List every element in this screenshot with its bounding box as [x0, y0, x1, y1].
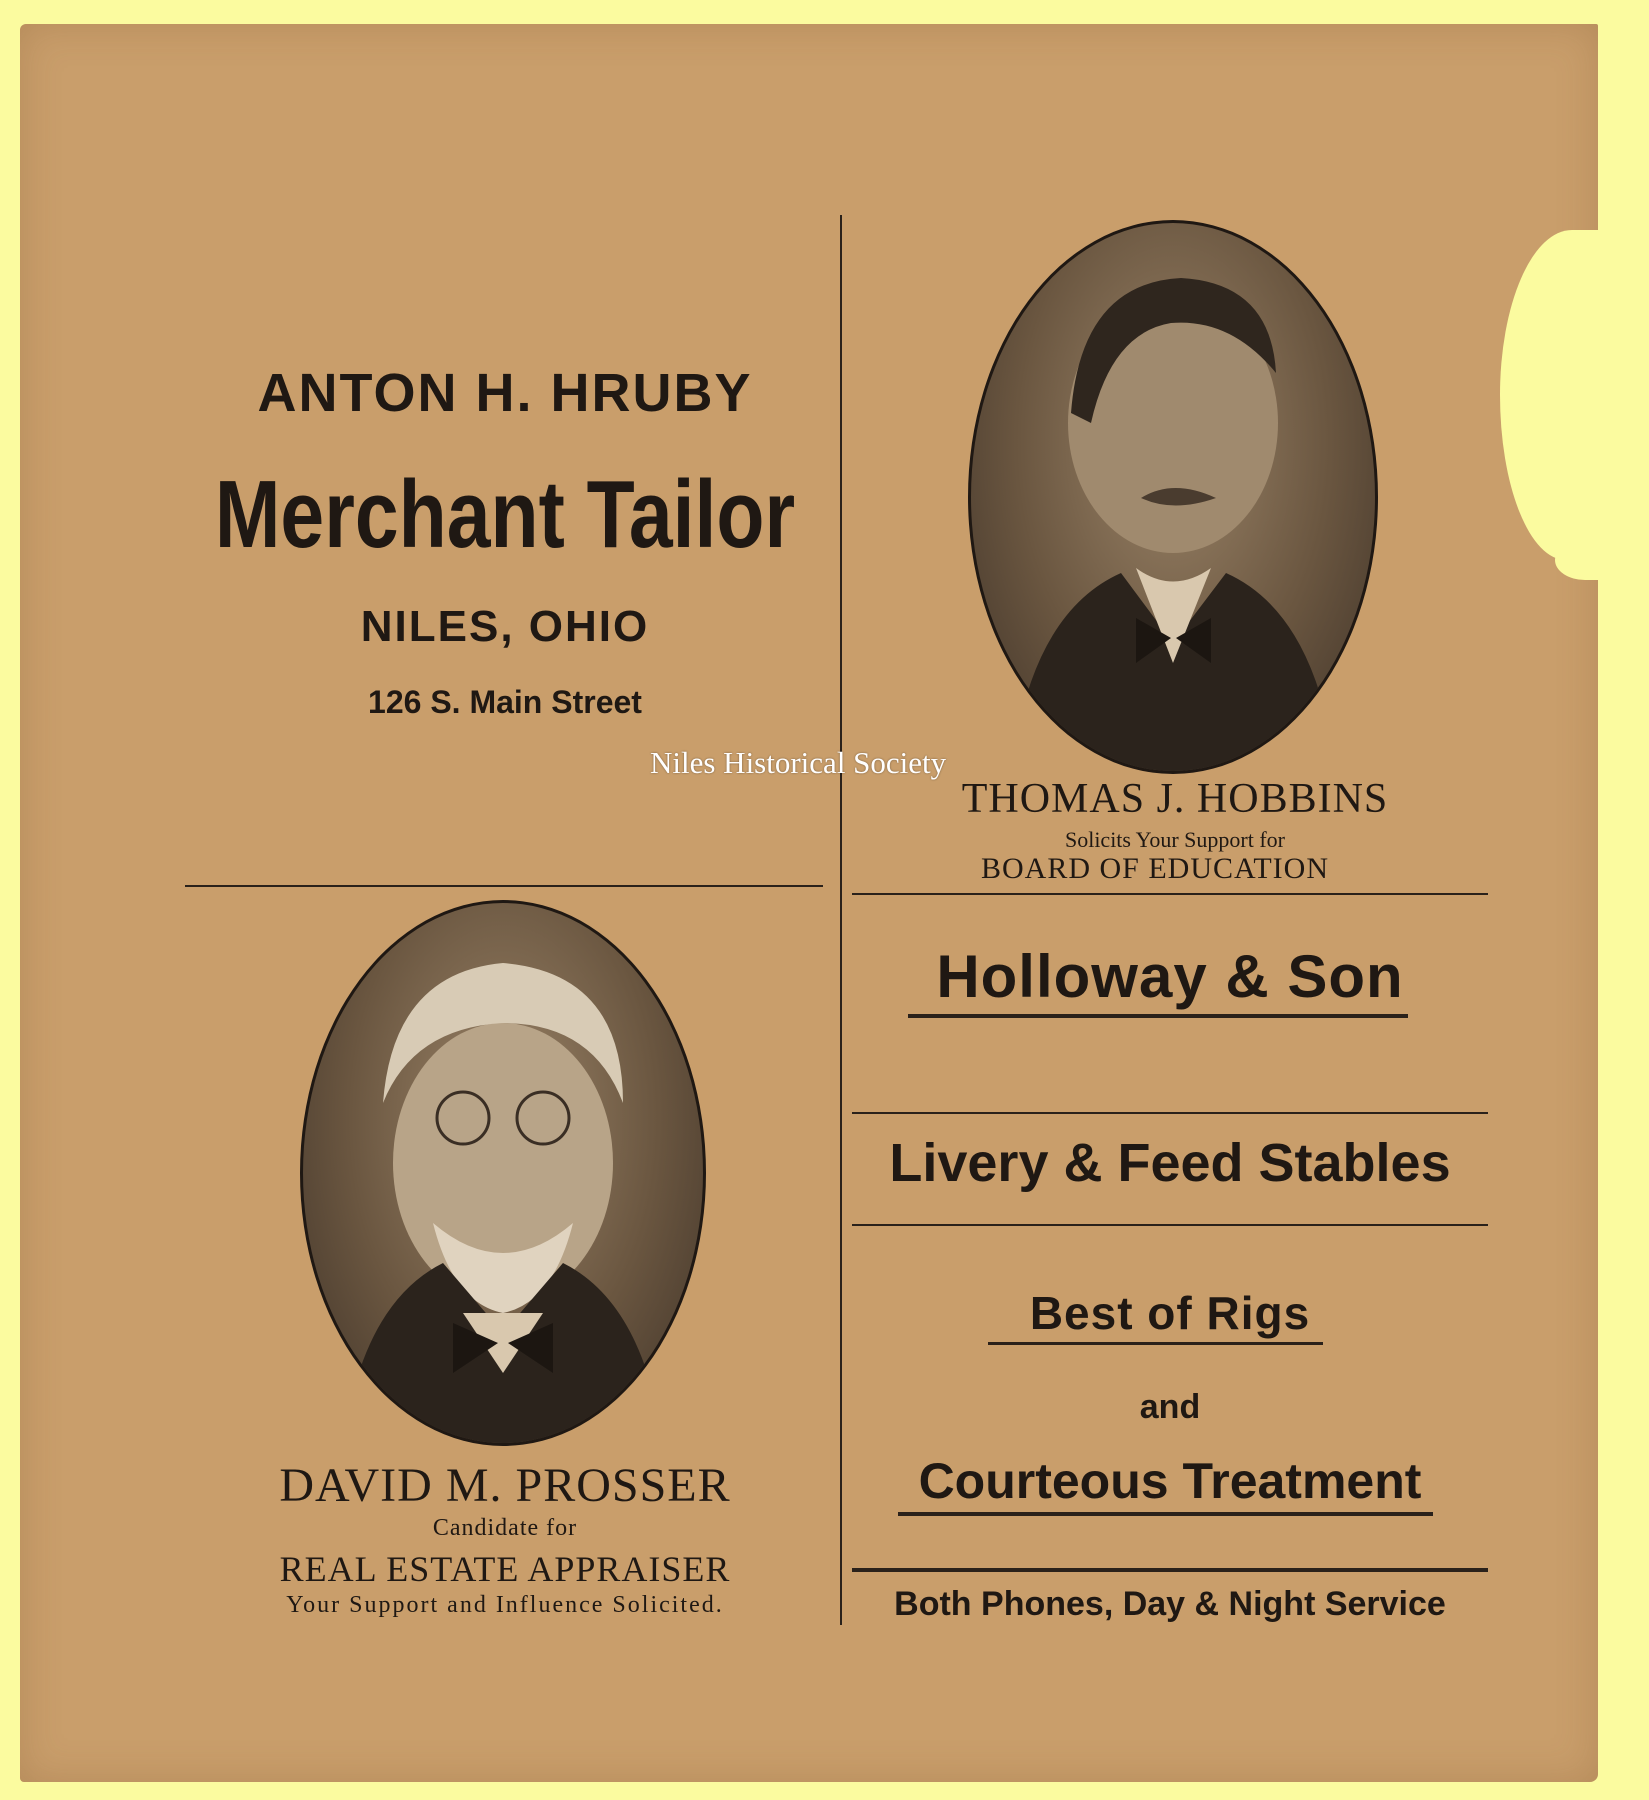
holloway-connector: and	[1139, 1388, 1201, 1426]
hobbins-name: THOMAS J. HOBBINS	[961, 776, 1389, 822]
holloway-name: Holloway & Son	[936, 943, 1404, 1010]
holloway-slogan1: Best of Rigs	[1029, 1287, 1311, 1339]
prosser-line2: Your Support and Influence Solicited.	[286, 1592, 724, 1618]
prosser-portrait-icon	[300, 900, 706, 1446]
slogan2-underline	[898, 1512, 1433, 1516]
hobbins-line1: Solicits Your Support for	[1064, 827, 1286, 852]
prosser-name: DAVID M. PROSSER	[279, 1459, 731, 1512]
horizontal-divider-right-1	[852, 893, 1488, 895]
slogan1-underline	[988, 1342, 1323, 1345]
holloway-phones: Both Phones, Day & Night Service	[894, 1585, 1446, 1623]
torn-edge-small	[1555, 540, 1615, 580]
hobbins-portrait-icon	[968, 220, 1378, 774]
horizontal-divider-left	[185, 885, 823, 887]
horizontal-divider-right-3	[852, 1224, 1488, 1226]
tailor-business: Merchant Tailor	[214, 461, 796, 568]
holloway-slogan2: Courteous Treatment	[918, 1453, 1422, 1509]
horizontal-divider-right-2	[852, 1112, 1488, 1114]
watermark: Niles Historical Society	[650, 745, 947, 780]
prosser-line1: Candidate for	[432, 1515, 578, 1541]
tailor-city: NILES, OHIO	[360, 602, 650, 651]
hobbins-office: BOARD OF EDUCATION	[980, 852, 1329, 885]
tailor-address: 126 S. Main Street	[368, 684, 642, 720]
tailor-name: ANTON H. HRUBY	[257, 363, 753, 423]
holloway-service: Livery & Feed Stables	[889, 1133, 1451, 1193]
horizontal-divider-right-4	[852, 1568, 1488, 1572]
holloway-underline	[908, 1014, 1408, 1018]
prosser-office: REAL ESTATE APPRAISER	[279, 1549, 731, 1589]
vertical-divider	[840, 215, 842, 1625]
